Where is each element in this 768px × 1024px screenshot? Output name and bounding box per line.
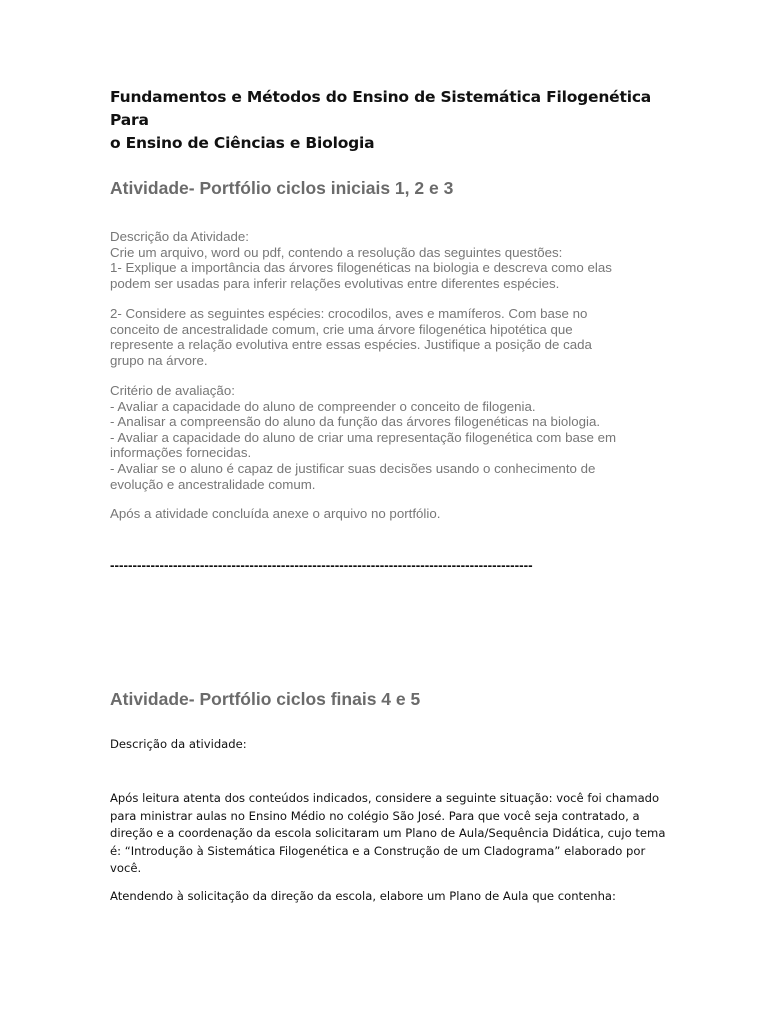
text-line: - Avaliar se o aluno é capaz de justificar suas decisões usando o conhecimento de [110, 460, 596, 476]
text-line: Crie um arquivo, word ou pdf, contendo a resolução das seguintes questões: [110, 244, 563, 260]
section1-heading: Atividade- Portfólio ciclos iniciais 1, 2 e 3 [110, 178, 454, 198]
text-line: para ministrar aulas no Ensino Médio no colégio São José. Para que você seja contratado, a [110, 808, 640, 823]
text-line: Após leitura atenta dos conteúdos indicados, considere a seguinte situação: você foi chamado [110, 791, 660, 805]
text-line: conceito de ancestralidade comum, crie uma árvore filogenética hipotética que [110, 321, 573, 337]
text-line: Após a atividade concluída anexe o arquivo no portfólio. [110, 506, 441, 521]
text-line: grupo na árvore. [110, 352, 208, 368]
text-line: - Analisar a compreensão do aluno da função das árvores filogenéticas na biologia. [110, 414, 601, 430]
section1-question2 [110, 306, 670, 368]
title-line: o Ensino de Ciências e Biologia [110, 134, 375, 152]
text-line: evolução e ancestralidade comum. [110, 476, 316, 492]
text-line: é: “Introdução à Sistemática Filogenética e a Construção de um Cladograma” elaborado por [110, 843, 646, 858]
text-line: Descrição da atividade: [110, 737, 247, 751]
text-line: 2- Considere as seguintes espécies: crocodilos, aves e mamíferos. Com base no [110, 306, 588, 321]
text-line: podem ser usadas para inferir relações evolutivas entre diferentes espécies. [110, 275, 560, 291]
section-divider: ---------------------------------------------------------------------------------------------- [110, 558, 533, 573]
section1-closing [110, 506, 670, 522]
section2-paragraph [110, 790, 670, 878]
section1-criteria [110, 383, 670, 492]
section1-description [110, 229, 670, 291]
title-line: Fundamentos e Métodos do Ensino de Sistemática Filogenética Para [110, 88, 652, 129]
text-line: informações fornecidas. [110, 445, 252, 461]
section2-description-label [110, 736, 670, 754]
text-line: Critério de avaliação: [110, 383, 235, 398]
document-title [110, 86, 670, 155]
text-line: você. [110, 861, 142, 876]
text-line: - Avaliar a capacidade do aluno de criar uma representação filogenética com base em [110, 429, 617, 445]
section2-final-line [110, 888, 670, 906]
text-line: represente a relação evolutiva entre essas espécies. Justifique a posição de cada [110, 337, 592, 353]
text-line: 1- Explique a importância das árvores filogenéticas na biologia e descreva como elas [110, 260, 612, 276]
section2-heading: Atividade- Portfólio ciclos finais 4 e 5 [110, 689, 421, 709]
text-line: direção e a coordenação da escola solicitaram um Plano de Aula/Sequência Didática, cujo tema [110, 826, 666, 841]
text-line: Atendendo à solicitação da direção da escola, elabore um Plano de Aula que contenha: [110, 889, 616, 903]
text-line: - Avaliar a capacidade do aluno de compreender o conceito de filogenia. [110, 398, 536, 414]
text-line: Descrição da Atividade: [110, 229, 249, 244]
